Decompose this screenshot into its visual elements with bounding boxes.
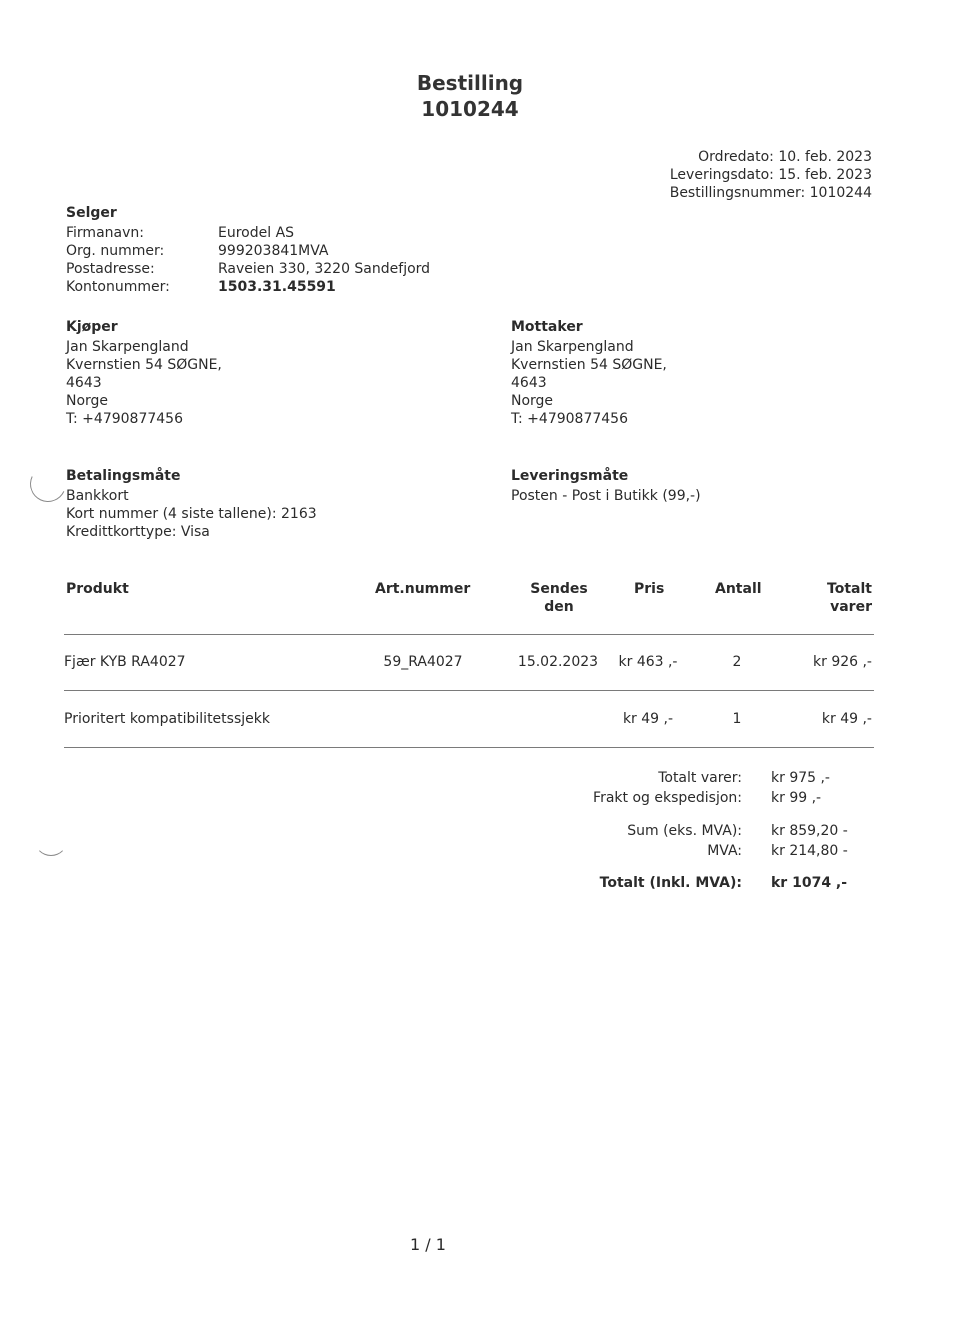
- document-title: Bestilling: [416, 71, 524, 95]
- seller-heading: Selger: [66, 205, 117, 221]
- payment-heading: Betalingsmåte: [66, 468, 181, 484]
- order-number-line: Bestillingsnummer: 1010244: [669, 185, 872, 201]
- seller-label-company: Firmanavn:: [66, 225, 144, 241]
- recipient-name: Jan Skarpengland: [511, 339, 634, 355]
- row1-price: kr 463 ,-: [618, 654, 678, 670]
- delivery-heading: Leveringsmåte: [511, 468, 629, 484]
- table-divider: [64, 690, 874, 691]
- col-header-ships: [509, 580, 609, 616]
- buyer-postcode: 4643: [66, 375, 102, 391]
- col-header-qty: Antall: [715, 581, 762, 597]
- recipient-country: Norge: [511, 393, 554, 409]
- buyer-street: Kvernstien 54 SØGNE,: [66, 357, 222, 373]
- summary-label-total: Totalt (Inkl. MVA):: [599, 875, 742, 891]
- buyer-country: Norge: [66, 393, 109, 409]
- seller-label-org: Org. nummer:: [66, 243, 165, 259]
- table-divider: [64, 634, 874, 635]
- page-number: 1 / 1: [410, 1235, 446, 1254]
- col-header-price: Pris: [634, 581, 665, 597]
- payment-method: Bankkort: [66, 488, 129, 504]
- delivery-date: Leveringsdato: 15. feb. 2023: [669, 167, 872, 183]
- col-header-art: Art.nummer: [375, 581, 471, 597]
- seller-label-account: Kontonummer:: [66, 279, 170, 295]
- summary-label-subtotal: Sum (eks. MVA):: [627, 823, 742, 839]
- payment-card-digits: Kort nummer (4 siste tallene): 2163: [66, 506, 317, 522]
- summary-value-total: kr 1074 ,-: [771, 875, 848, 891]
- summary-value-goods: kr 975 ,-: [771, 770, 830, 786]
- summary-label-vat: MVA:: [707, 843, 742, 859]
- seller-value-company: Eurodel AS: [218, 225, 295, 241]
- punch-hole-mark: [25, 461, 71, 507]
- recipient-street: Kvernstien 54 SØGNE,: [511, 357, 667, 373]
- row1-qty: 2: [732, 654, 742, 670]
- order-date: Ordredato: 10. feb. 2023: [698, 149, 872, 165]
- row1-product: Fjær KYB RA4027: [64, 654, 186, 670]
- summary-value-shipping: kr 99 ,-: [771, 790, 822, 806]
- summary-label-shipping: Frakt og ekspedisjon:: [593, 790, 742, 806]
- col-header-total-line1: Totalt: [827, 581, 872, 597]
- payment-card-type: Kredittkorttype: Visa: [66, 524, 210, 540]
- recipient-postcode: 4643: [511, 375, 547, 391]
- delivery-method: Posten - Post i Butikk (99,-): [511, 488, 701, 504]
- row1-ships: 15.02.2023: [517, 654, 599, 670]
- col-header-ships-line2: den: [544, 599, 574, 615]
- row2-qty: 1: [732, 711, 742, 727]
- col-header-product: Produkt: [66, 581, 129, 597]
- seller-value-address: Raveien 330, 3220 Sandefjord: [218, 261, 431, 277]
- summary-label-goods: Totalt varer:: [658, 770, 742, 786]
- col-header-total: [772, 580, 872, 616]
- buyer-name: Jan Skarpengland: [66, 339, 189, 355]
- row2-price: kr 49 ,-: [622, 711, 674, 727]
- row2-total: kr 49 ,-: [821, 711, 872, 727]
- buyer-heading: Kjøper: [66, 319, 118, 335]
- order-number-heading: 1010244: [421, 97, 519, 121]
- col-header-ships-line1: Sendes: [530, 581, 588, 597]
- seller-label-address: Postadresse:: [66, 261, 155, 277]
- seller-value-account: 1503.31.45591: [218, 279, 336, 295]
- punch-hole-mark: [34, 822, 68, 856]
- summary-value-subtotal: kr 859,20 -: [771, 823, 848, 839]
- row1-total: kr 926 ,-: [813, 654, 872, 670]
- recipient-phone: T: +4790877456: [511, 411, 628, 427]
- col-header-total-line2: varer: [830, 599, 872, 615]
- row1-art: 59_RA4027: [383, 654, 463, 670]
- seller-value-org: 999203841MVA: [218, 243, 329, 259]
- table-divider: [64, 747, 874, 748]
- recipient-heading: Mottaker: [511, 319, 583, 335]
- summary-value-vat: kr 214,80 -: [771, 843, 848, 859]
- row2-product: Prioritert kompatibilitetssjekk: [64, 711, 270, 727]
- buyer-phone: T: +4790877456: [66, 411, 183, 427]
